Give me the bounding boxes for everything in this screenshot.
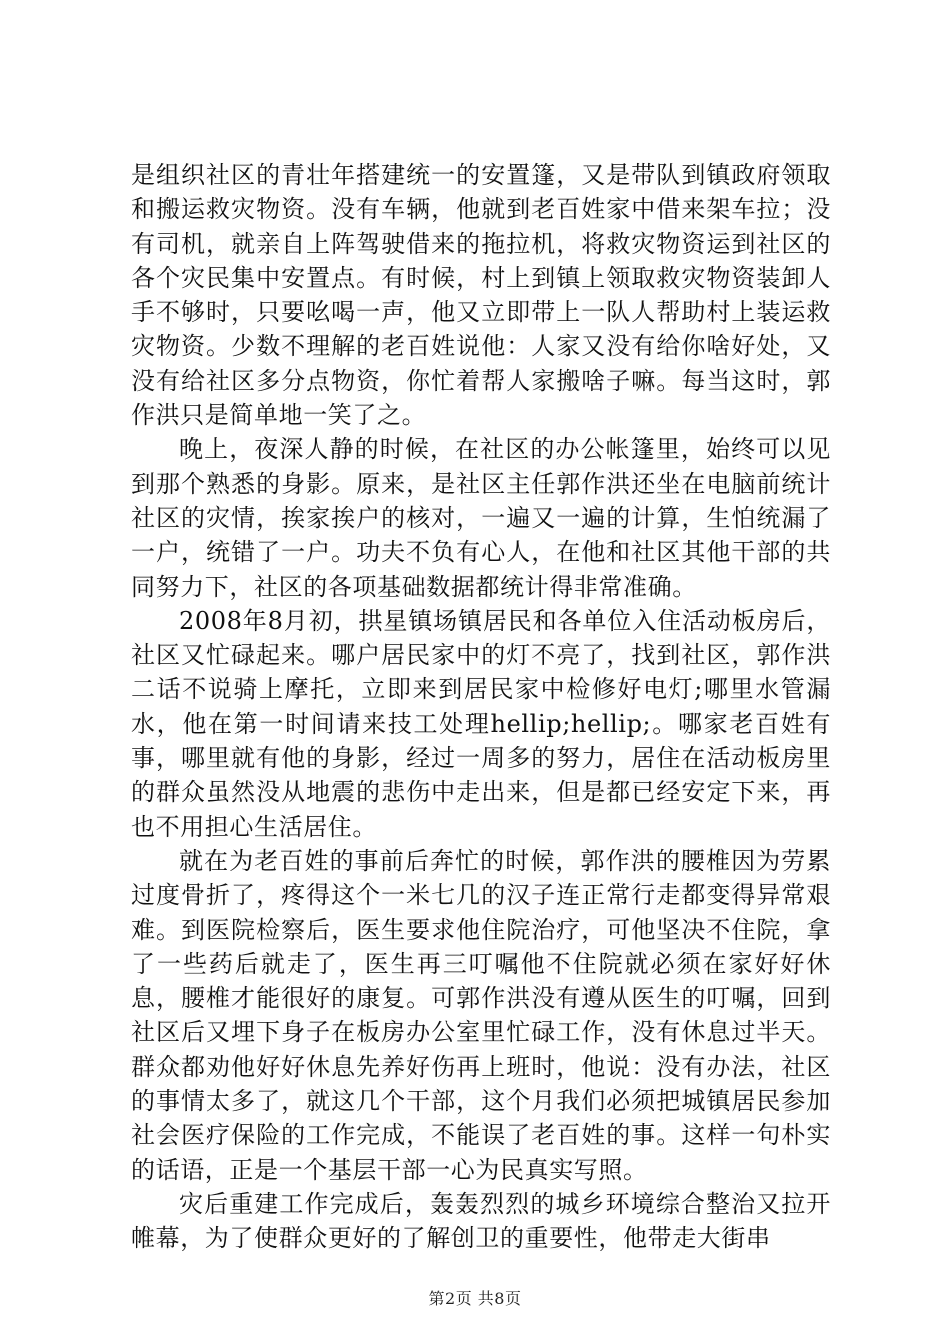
paragraph-5: 灾后重建工作完成后，轰轰烈烈的城乡环境综合整治又拉开帷幕，为了使群众更好的了解创卫的重要性，他带走大街串 bbox=[131, 1189, 831, 1253]
page-number-footer: 第2页 共8页 bbox=[428, 1289, 522, 1308]
paragraph-4: 就在为老百姓的事前后奔忙的时候，郭作洪的腰椎因为劳累过度骨折了，疼得这个一米七几的汉子连正常行走都变得异常艰难。到医院检察后，医生要求他住院治疗，可他坚决不住院，拿了一些药后就走了，医生再三叮嘱他不住院就必须在家好好休息，腰椎才能很好的康复。可郭作洪没有遵从医生的叮嘱，回到社区后又埋下身子在板房办公室里忙碌工作，没有休息过半天。群众都劝他好好休息先养好伤再上班时，他说：没有办法，社区的事情太多了，就这几个干部，这个月我们必须把城镇居民参加社会医疗保险的工作完成，不能误了老百姓的事。这样一句朴实的话语，正是一个基层干部一心为民真实写照。 bbox=[131, 846, 831, 1184]
paragraph-1: 是组织社区的青壮年搭建统一的安置篷，又是带队到镇政府领取和搬运救灾物资。没有车辆，他就到老百姓家中借来架车拉；没有司机，就亲自上阵驾驶借来的拖拉机，将救灾物资运到社区的各个灾民集中安置点。有时候，村上到镇上领取救灾物资装卸人手不够时，只要吆喝一声，他又立即带上一队人帮助村上装运救灾物资。少数不理解的老百姓说他：人家又没有给你啥好处，又没有给社区多分点物资，你忙着帮人家搬啥子嘛。每当这时，郭作洪只是简单地一笑了之。 bbox=[131, 161, 831, 430]
paragraph-2: 晚上，夜深人静的时候，在社区的办公帐篷里，始终可以见到那个熟悉的身影。原来，是社区主任郭作洪还坐在电脑前统计社区的灾情，挨家挨户的核对，一遍又一遍的计算，生怕统漏了一户，统错了一户。功夫不负有心人，在他和社区其他干部的共同努力下，社区的各项基础数据都统计得非常准确。 bbox=[131, 435, 831, 601]
paragraph-3: 2008年8月初，拱星镇场镇居民和各单位入住活动板房后，社区又忙碌起来。哪户居民家中的灯不亮了，找到社区，郭作洪二话不说骑上摩托，立即来到居民家中检修好电灯;哪里水管漏水，他在第一时间请来技工处理hellip;hellip;。哪家老百姓有事，哪里就有他的身影，经过一周多的努力，居住在活动板房里的群众虽然没从地震的悲伤中走出来，但是都已经安定下来，再也不用担心生活居住。 bbox=[131, 606, 831, 841]
document-body bbox=[131, 158, 831, 1256]
